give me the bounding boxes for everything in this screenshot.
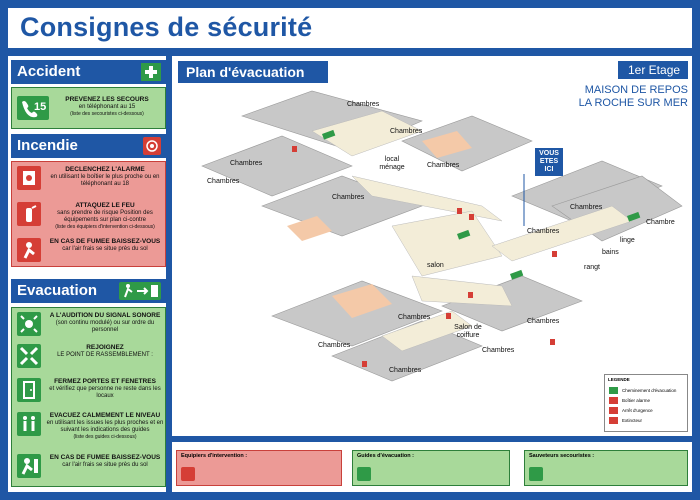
incendie-heading xyxy=(11,134,166,158)
room-label: Chambres xyxy=(332,194,365,201)
incendie-text-smoke: EN CAS DE FUMEE BAISSEZ-VOUS car l'air frais se situe près du sol xyxy=(49,238,161,252)
guides-label: Guides d'évacuation : xyxy=(357,453,414,459)
evacuation-text-smoke: EN CAS DE FUMEE BAISSEZ-VOUS car l'air frais se situe près du sol xyxy=(49,454,161,468)
guides-box xyxy=(352,450,510,486)
room-label: Chambres xyxy=(570,204,603,211)
first-aid-icon xyxy=(141,63,161,81)
room-label: salon xyxy=(427,262,444,269)
fire-team-icon xyxy=(181,467,195,481)
room-label: Chambres xyxy=(390,128,423,135)
room-label: Chambres xyxy=(230,160,263,167)
room-label: local ménage xyxy=(379,156,405,171)
room-label: rangt xyxy=(584,264,600,271)
evacuation-heading-label: Evacuation xyxy=(17,282,98,299)
alarm-box-icon xyxy=(609,397,618,404)
room-label: Chambres xyxy=(347,101,380,108)
room-label: Chambres xyxy=(389,367,422,374)
room-label: Chambres xyxy=(527,318,560,325)
accident-heading-label: Accident xyxy=(17,63,81,80)
header xyxy=(8,8,692,48)
extinguisher-icon xyxy=(609,417,618,424)
walking-people-icon xyxy=(17,412,41,436)
equipiers-label: Equipiers d'intervention : xyxy=(181,453,248,459)
map-legend xyxy=(604,374,688,432)
evacuation-item-evacuate xyxy=(15,412,165,446)
legend-item: Extincteur xyxy=(609,417,689,425)
evacuation-route-icon xyxy=(609,387,618,394)
room-label: Chambres xyxy=(318,342,351,349)
personnel-bar xyxy=(172,442,692,492)
evacuation-text-assembly: REJOIGNEZ LE POINT DE RASSEMBLEMENT : xyxy=(57,344,153,358)
evacuation-text-evacuate: EVACUEZ CALMEMENT LE NIVEAU en utilisant les issues les plus proches et en suivant les indications des guides (liste des guides ci-dessous) xyxy=(46,412,164,440)
equipiers-box xyxy=(176,450,342,486)
evacuation-item-assembly xyxy=(15,344,165,372)
crouch-exit-icon xyxy=(17,454,41,478)
assembly-point-icon xyxy=(17,344,41,368)
legend-title: LEGENDE xyxy=(608,377,630,382)
fire-alarm-icon xyxy=(143,137,161,155)
sauveteurs-box xyxy=(524,450,688,486)
alarm-box-icon xyxy=(17,166,41,190)
exit-sign-icon xyxy=(119,282,161,300)
legend-item: Arrêt d'urgence xyxy=(609,407,689,415)
phone-icon xyxy=(17,96,49,120)
evacuation-box xyxy=(11,307,166,487)
legend-item: Cheminement d'évacuation xyxy=(609,387,689,395)
room-label: Chambres xyxy=(398,314,431,321)
incendie-item-fire xyxy=(15,202,165,232)
evacuation-text-signal: A L'AUDITION DU SIGNAL SONORE (son continu modulé) ou sur ordre du personnel xyxy=(49,312,161,333)
door-icon xyxy=(17,378,41,402)
room-label: Chambres xyxy=(527,228,560,235)
phone-number-badge: 15 xyxy=(34,101,47,113)
emergency-stop-icon xyxy=(609,407,618,414)
incendie-heading-label: Incendie xyxy=(17,137,78,154)
evacuation-item-close xyxy=(15,378,165,406)
crouch-person-icon xyxy=(17,238,41,262)
building-address xyxy=(568,84,688,110)
accident-box xyxy=(11,87,166,129)
accident-heading xyxy=(11,60,166,84)
room-label: Chambres xyxy=(427,162,460,169)
room-label: bains xyxy=(602,249,619,256)
guide-icon xyxy=(357,467,371,481)
page-title: Consignes de sécurité xyxy=(20,12,313,42)
address-line-2: LA ROCHE SUR MER xyxy=(578,97,688,109)
instructions-column xyxy=(8,56,166,492)
sound-signal-icon xyxy=(17,312,41,336)
evacuation-text-close: FERMEZ PORTES ET FENETRES et vérifiez que personne ne reste dans les locaux xyxy=(49,378,161,399)
room-label: linge xyxy=(620,237,635,244)
incendie-box xyxy=(11,161,166,267)
accident-item xyxy=(15,96,165,124)
sauveteurs-label: Sauveteurs secouristes : xyxy=(529,453,595,459)
incendie-text-fire: ATTAQUEZ LE FEU sans prendre de risque Position des équipements sur plan ci-contre (liste des équipiers d'intervention ci-dessous) xyxy=(55,202,155,230)
accident-text: PREVENEZ LES SECOURS en téléphonant au 15 (liste des secouristes ci-dessous) xyxy=(65,96,149,117)
room-label: Chambres xyxy=(482,347,515,354)
address-line-1: MAISON DE REPOS xyxy=(584,84,688,96)
plan-title: Plan d'évacuation xyxy=(178,61,328,83)
room-label: Chambre xyxy=(646,219,675,226)
incendie-text-alarm: DECLENCHEZ L'ALARME en utilisant le boîtier le plus proche ou en téléphonant au 18 xyxy=(50,166,160,187)
evacuation-heading xyxy=(11,279,166,303)
evacuation-item-signal xyxy=(15,312,165,340)
first-aider-icon xyxy=(529,467,543,481)
floor-label: 1er Etage xyxy=(618,61,688,79)
legend-item: Boîtier alarme xyxy=(609,397,689,405)
incendie-item-smoke xyxy=(15,238,165,266)
incendie-item-alarm xyxy=(15,166,165,196)
room-label: Salon de coiffure xyxy=(454,324,482,339)
extinguisher-icon xyxy=(17,202,41,226)
you-are-here-marker: VOUS ETES ICI xyxy=(535,148,563,176)
evacuation-item-smoke xyxy=(15,454,165,482)
evacuation-plan-panel xyxy=(172,56,692,436)
room-label: Chambres xyxy=(207,178,240,185)
